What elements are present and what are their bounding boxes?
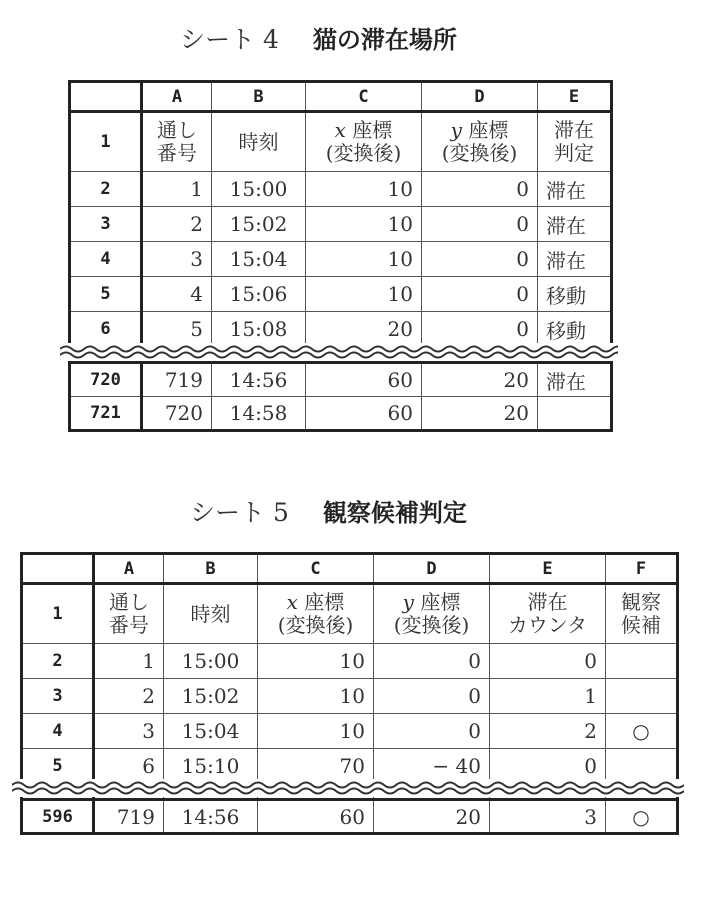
cell-stay: 滞在 xyxy=(538,172,612,207)
header-x: x 座標 (変換後) xyxy=(258,584,374,644)
row-header: 6 xyxy=(70,312,142,347)
column-header-row xyxy=(22,554,678,584)
cell-stay-counter: 1 xyxy=(490,679,606,714)
column-header-b: B xyxy=(164,554,258,584)
cell-time: 15:00 xyxy=(164,644,258,679)
cell-x: 10 xyxy=(306,207,422,242)
header-time: 時刻 xyxy=(164,584,258,644)
cell-x: 10 xyxy=(258,644,374,679)
sheet4-title xyxy=(180,20,457,56)
cell-x: 60 xyxy=(258,800,374,834)
row-header: 596 xyxy=(22,800,94,834)
header-stay: 滞在 判定 xyxy=(538,112,612,172)
table-row xyxy=(70,277,612,312)
cell-stay xyxy=(538,397,612,431)
row-header: 4 xyxy=(22,714,94,749)
cell-time: 15:06 xyxy=(212,277,306,312)
cell-x: 20 xyxy=(306,312,422,347)
table-row xyxy=(70,172,612,207)
cell-y: 0 xyxy=(422,277,538,312)
cell-serial: 6 xyxy=(94,749,164,784)
column-header-row xyxy=(70,82,612,112)
cell-serial: 719 xyxy=(94,800,164,834)
cell-serial: 5 xyxy=(142,312,212,347)
cell-stay: 滞在 xyxy=(538,363,612,397)
cell-candidate xyxy=(606,679,678,714)
cell-x: 60 xyxy=(306,397,422,431)
table-row xyxy=(22,679,678,714)
cell-candidate: ○ xyxy=(606,800,678,834)
column-header-a: A xyxy=(142,82,212,112)
cell-x: 10 xyxy=(258,714,374,749)
cell-time: 15:02 xyxy=(212,207,306,242)
header-row xyxy=(22,584,678,644)
cell-y: 0 xyxy=(422,312,538,347)
cell-y: 0 xyxy=(374,644,490,679)
column-header-e: E xyxy=(538,82,612,112)
cell-stay: 移動 xyxy=(538,312,612,347)
corner-cell xyxy=(70,82,142,112)
cell-y: 20 xyxy=(422,397,538,431)
cell-y: 0 xyxy=(374,679,490,714)
cell-serial: 2 xyxy=(142,207,212,242)
table-row xyxy=(22,800,678,834)
cell-y: 0 xyxy=(422,172,538,207)
cell-time: 14:56 xyxy=(212,363,306,397)
sheet4-subtitle: 猫の滞在場所 xyxy=(312,26,457,54)
sheet4-name: シート 4 xyxy=(180,25,279,54)
row-header: 2 xyxy=(22,644,94,679)
table-row xyxy=(22,644,678,679)
column-header-f: F xyxy=(606,554,678,584)
column-header-e: E xyxy=(490,554,606,584)
cell-stay-counter: 0 xyxy=(490,749,606,784)
cell-stay-counter: 2 xyxy=(490,714,606,749)
cell-stay: 滞在 xyxy=(538,207,612,242)
header-y: y 座標 (変換後) xyxy=(422,112,538,172)
cell-stay-counter: 0 xyxy=(490,644,606,679)
cell-serial: 1 xyxy=(142,172,212,207)
cell-x: 10 xyxy=(306,277,422,312)
cell-stay-counter: 3 xyxy=(490,800,606,834)
cell-serial: 4 xyxy=(142,277,212,312)
cell-candidate xyxy=(606,644,678,679)
sheet5-title xyxy=(190,493,467,529)
table-row xyxy=(70,312,612,347)
row-header: 3 xyxy=(70,207,142,242)
cell-y: 20 xyxy=(374,800,490,834)
cell-x: 10 xyxy=(258,679,374,714)
cell-serial: 3 xyxy=(142,242,212,277)
column-header-b: B xyxy=(212,82,306,112)
corner-cell xyxy=(22,554,94,584)
cell-y: 0 xyxy=(374,714,490,749)
cell-y: 0 xyxy=(422,207,538,242)
header-x: x 座標 (変換後) xyxy=(306,112,422,172)
sheet5-break-line xyxy=(12,779,684,797)
row-header: 5 xyxy=(22,749,94,784)
table-row xyxy=(70,363,612,397)
cell-serial: 2 xyxy=(94,679,164,714)
cell-x: 60 xyxy=(306,363,422,397)
cell-y: 20 xyxy=(422,363,538,397)
cell-candidate: ○ xyxy=(606,714,678,749)
cell-time: 15:00 xyxy=(212,172,306,207)
row-header: 721 xyxy=(70,397,142,431)
header-stay-counter: 滞在 カウンタ xyxy=(490,584,606,644)
cell-time: 15:08 xyxy=(212,312,306,347)
cell-x: 10 xyxy=(306,242,422,277)
cell-serial: 1 xyxy=(94,644,164,679)
cell-y: − 40 xyxy=(374,749,490,784)
row-header: 3 xyxy=(22,679,94,714)
cell-serial: 720 xyxy=(142,397,212,431)
row-header: 1 xyxy=(70,112,142,172)
cell-serial: 3 xyxy=(94,714,164,749)
cell-time: 15:04 xyxy=(164,714,258,749)
row-header: 5 xyxy=(70,277,142,312)
row-header: 2 xyxy=(70,172,142,207)
header-observe-candidate: 観察 候補 xyxy=(606,584,678,644)
column-header-c: C xyxy=(306,82,422,112)
cell-time: 15:10 xyxy=(164,749,258,784)
cell-x: 10 xyxy=(306,172,422,207)
column-header-a: A xyxy=(94,554,164,584)
cell-time: 14:58 xyxy=(212,397,306,431)
header-row xyxy=(70,112,612,172)
row-header: 4 xyxy=(70,242,142,277)
sheet4-break-line xyxy=(60,343,618,361)
table-row xyxy=(70,242,612,277)
cell-stay: 滞在 xyxy=(538,242,612,277)
table-row xyxy=(70,397,612,431)
table-row xyxy=(22,714,678,749)
sheet5-subtitle: 観察候補判定 xyxy=(322,499,467,527)
cell-stay: 移動 xyxy=(538,277,612,312)
row-header: 720 xyxy=(70,363,142,397)
sheet4-table-wrap xyxy=(68,80,613,432)
cell-time: 15:04 xyxy=(212,242,306,277)
cell-time: 15:02 xyxy=(164,679,258,714)
row-header: 1 xyxy=(22,584,94,644)
table-row xyxy=(70,207,612,242)
cell-time: 14:56 xyxy=(164,800,258,834)
column-header-d: D xyxy=(422,82,538,112)
header-time: 時刻 xyxy=(212,112,306,172)
cell-x: 70 xyxy=(258,749,374,784)
column-header-c: C xyxy=(258,554,374,584)
cell-serial: 719 xyxy=(142,363,212,397)
cell-y: 0 xyxy=(422,242,538,277)
column-header-d: D xyxy=(374,554,490,584)
header-serial: 通し 番号 xyxy=(142,112,212,172)
header-serial: 通し 番号 xyxy=(94,584,164,644)
sheet5-name: シート 5 xyxy=(190,498,289,527)
header-y: y 座標 (変換後) xyxy=(374,584,490,644)
sheet4-table xyxy=(68,80,613,432)
